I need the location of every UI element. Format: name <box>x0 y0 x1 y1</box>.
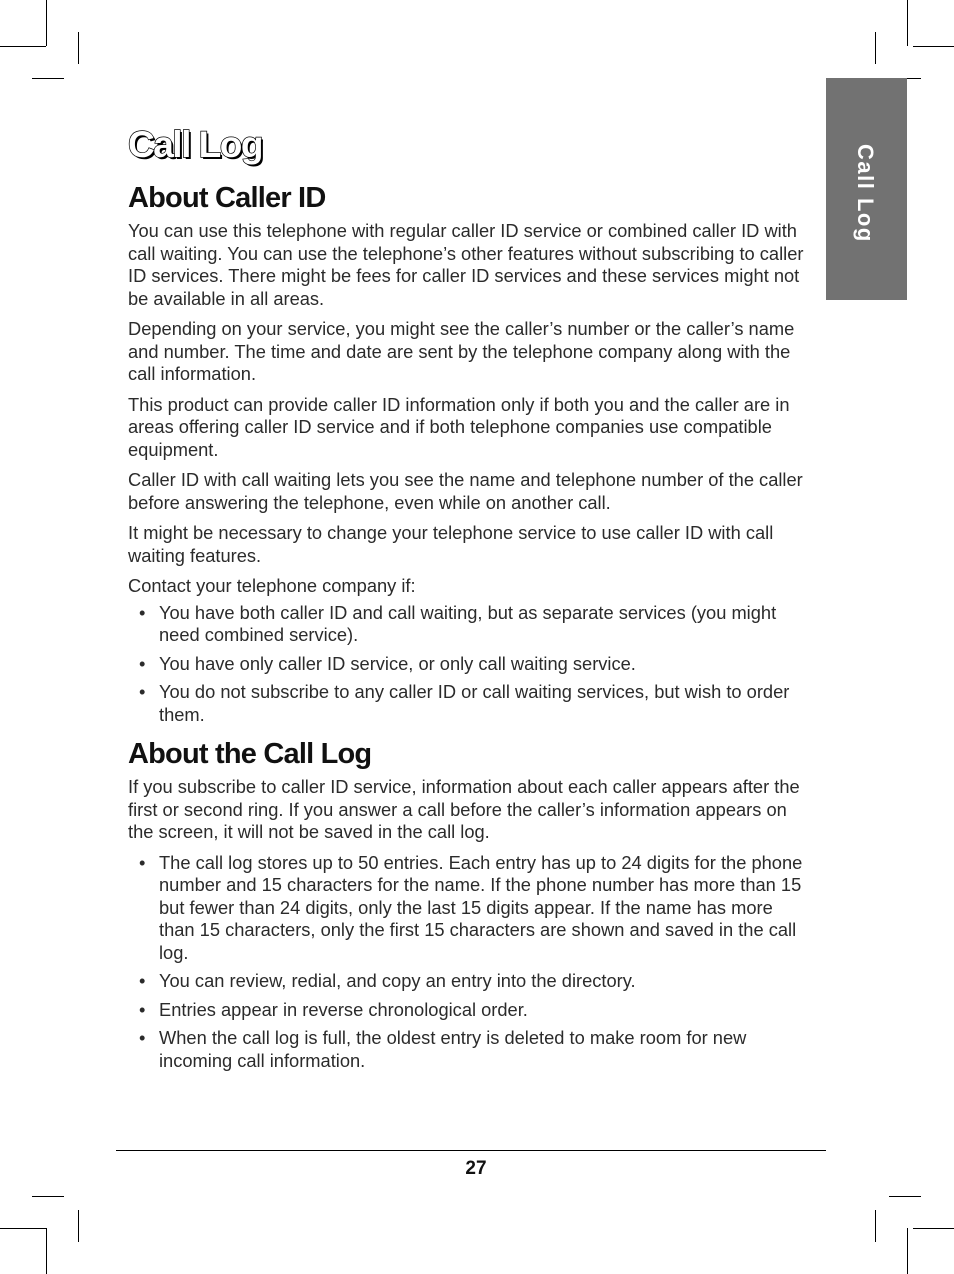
paragraph: If you subscribe to caller ID service, information about each caller appears after the first or second ring. If you answer a call before the caller’s information appears on the screen, it will not be saved in the call log. <box>128 776 800 842</box>
list-item-text: When the call log is full, the oldest entry is deleted to make room for new incoming call information. <box>159 1027 747 1071</box>
contact-intro: Contact your telephone company if: <box>128 575 416 596</box>
bullet-icon: • <box>139 601 146 623</box>
page-title: Call Log <box>128 124 262 165</box>
list-item <box>128 602 808 647</box>
paragraph: It might be necessary to change your telephone service to use caller ID with call waiting features. <box>128 522 774 566</box>
paragraph: Depending on your service, you might see the caller’s number or the caller’s name and number. The time and date are sent by the telephone company along with the call information. <box>128 318 795 384</box>
section-title-about-caller-id: About Caller ID <box>128 182 326 214</box>
crop-mark <box>78 1210 79 1242</box>
chapter-tab-label: Call Log <box>853 144 878 243</box>
list-item-text: You do not subscribe to any caller ID or call waiting services, but wish to order them. <box>159 681 790 725</box>
list-item <box>128 852 808 965</box>
list-item-text: Entries appear in reverse chronological order. <box>159 998 528 1020</box>
crop-mark <box>889 1196 921 1197</box>
crop-mark <box>913 46 954 47</box>
list-item <box>128 653 808 676</box>
list-item <box>128 999 808 1022</box>
crop-mark <box>78 32 79 64</box>
bullet-icon: • <box>139 652 146 674</box>
bullet-list <box>128 602 808 727</box>
paragraph: Caller ID with call waiting lets you see the name and telephone number of the caller before answering the telephone, even while on another call. <box>128 469 803 513</box>
crop-mark <box>907 0 908 46</box>
page-content <box>128 122 808 1080</box>
footer-divider <box>116 1150 826 1151</box>
bullet-icon: • <box>139 1027 146 1048</box>
paragraph: You can use this telephone with regular caller ID service or combined caller ID with call waiting. You can use the telephone’s other features without subscribing to caller ID services. There might be fees for caller ID services and these services might not be available in all areas. <box>128 220 804 309</box>
crop-mark <box>46 1228 47 1274</box>
list-item-text: You can review, redial, and copy an entry into the directory. <box>159 970 636 991</box>
bullet-icon: • <box>139 851 146 873</box>
list-item <box>128 1027 808 1072</box>
crop-mark <box>32 1196 64 1197</box>
bullet-icon: • <box>139 998 146 1020</box>
bullet-list <box>128 852 808 1073</box>
list-item-text: You have both caller ID and call waiting, but as separate services (you might need combined service). <box>159 601 777 645</box>
list-item <box>128 970 808 993</box>
list-item <box>128 681 808 726</box>
crop-mark <box>46 0 47 46</box>
crop-mark <box>0 1228 46 1229</box>
crop-mark <box>0 46 46 47</box>
paragraph: This product can provide caller ID information only if both you and the caller are in areas offering caller ID service and if both telephone companies use compatible equipment. <box>128 393 790 460</box>
bullet-icon: • <box>139 970 146 991</box>
section-title-about-call-log: About the Call Log <box>128 738 372 770</box>
chapter-tab <box>826 78 907 300</box>
crop-mark <box>32 78 64 79</box>
crop-mark <box>913 1228 954 1229</box>
page-number: 27 <box>465 1158 487 1179</box>
crop-mark <box>907 1228 908 1274</box>
crop-mark <box>875 32 876 64</box>
crop-mark <box>875 1210 876 1242</box>
list-item-text: You have only caller ID service, or only call waiting service. <box>159 652 636 674</box>
list-item-text: The call log stores up to 50 entries. Each entry has up to 24 digits for the phone number and 15 characters for the name. If the phone number has more than 15 but fewer than 24 digits, only the last 15 digits appear. If the name has more than 15 characters, only the first 15 characters are shown and saved in the call log. <box>159 851 803 963</box>
bullet-icon: • <box>139 681 146 702</box>
